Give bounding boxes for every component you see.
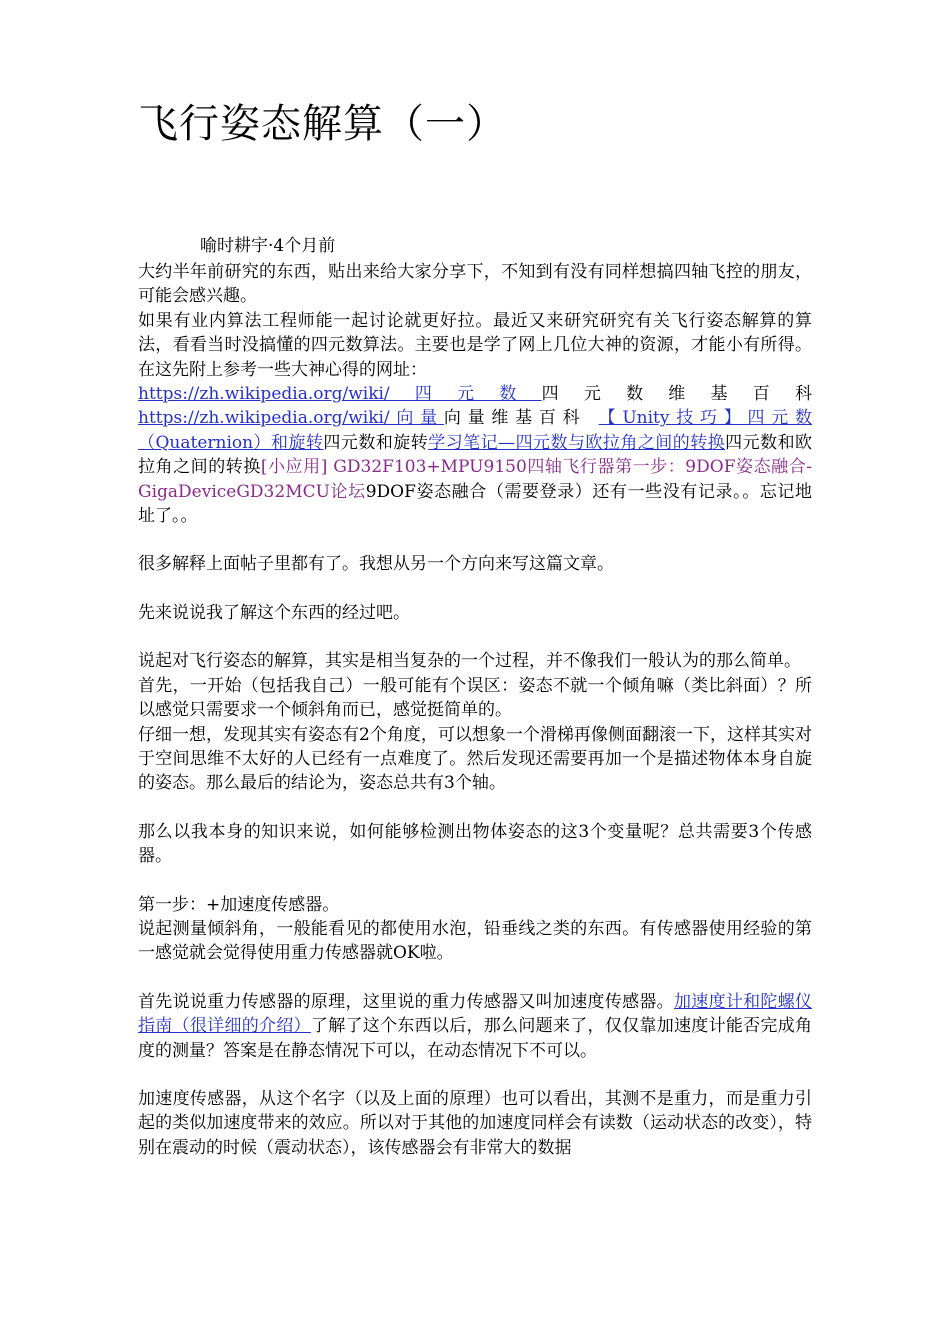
paragraph: 加速度传感器，从这个名字（以及上面的原理）也可以看出，其测不是重力，而是重力引起的类似加速度带来的效应。所以对于其他的加速度同样会有读数（运动状态的改变），特别在震动的时候（震动状态），该传感器会有非常大的数据 [138, 1088, 812, 1158]
author-meta: 喻时耕宇·4个月前 [200, 236, 336, 256]
paragraph: 说起对飞行姿态的解算，其实是相当复杂的一个过程，并不像我们一般认为的那么简单。 [138, 651, 801, 672]
paragraph: 如果有业内算法工程师能一起讨论就更好拉。最近又来研究研究有关飞行姿态解算的算法，看看当时没搞懂的四元数算法。主要也是学了网上几位大神的资源，才能小有所得。在这先附上参考一些大神心得的网址： [138, 310, 812, 380]
ref-desc: 四元数和旋转 [323, 432, 429, 453]
ref-desc: 四元数和欧拉角之间的转换 [138, 432, 813, 478]
ref-desc: 向量维基百科 [443, 408, 587, 429]
article-body [138, 260, 812, 1160]
paragraph [138, 990, 812, 1063]
paragraph: 大约半年前研究的东西，贴出来给大家分享下，不知到有没有同样想搞四轴飞控的朋友，可能会感兴趣。 [138, 262, 812, 307]
page-title: 飞行姿态解算（一） [138, 101, 507, 147]
link-accelerometer-gyro-guide[interactable]: 加速度计和陀螺仪指南（很详细的介绍） [138, 991, 813, 1037]
ref-link-gd32-forum[interactable]: [小应用] GD32F103+MPU9150四轴飞行器第一步：9DOF姿态融合-GigaDeviceGD32MCU论坛 [138, 457, 812, 502]
paragraph-text: 了解了这个东西以后，那么问题来了，仅仅靠加速度计能否完成角度的测量？答案是在静态情况下可以，在动态情况下不可以。 [138, 1016, 813, 1061]
ref-desc: 9DOF姿态融合（需要登录）还有一些没有记录。。忘记地址了。。 [138, 481, 812, 527]
paragraph: 首先，一开始（包括我自己）一般可能有个误区：姿态不就一个倾角嘛（类比斜面）？所以感觉只需要求一个倾斜角而已，感觉挺简单的。 [138, 675, 812, 721]
paragraph: 先来说说我了解这个东西的经过吧。 [138, 602, 410, 623]
section-heading: 第一步：+加速度传感器。 [138, 894, 340, 915]
paragraph-text: 首先说说重力传感器的原理，这里说的重力传感器又叫加速度传感器。 [138, 991, 674, 1012]
paragraph: 说起测量倾斜角，一般能看见的都使用水泡，铅垂线之类的东西。有传感器使用经验的第一感觉就会觉得使用重力传感器就OK啦。 [138, 918, 812, 964]
ref-desc: 四元数维基百科 [541, 384, 813, 405]
ref-link-quaternion-wiki[interactable]: https://zh.wikipedia.org/wiki/四元数 [138, 384, 542, 405]
ref-link-euler-notes[interactable]: 学习笔记—四元数与欧拉角之间的转换 [428, 432, 726, 453]
references [138, 382, 812, 528]
paragraph: 那么以我本身的知识来说，如何能够检测出物体姿态的这3个变量呢？总共需要3个传感器。 [138, 821, 812, 867]
ref-link-unity-quaternion[interactable]: 【Unity技巧】四元数（Quaternion）和旋转 [138, 408, 812, 453]
ref-link-vector-wiki[interactable]: https://zh.wikipedia.org/wiki/向量 [138, 408, 444, 429]
paragraph: 仔细一想，发现其实有姿态有2个角度，可以想象一个滑梯再像侧面翻滚一下，这样其实对于空间思维不太好的人已经有一点难度了。然后发现还需要再加一个是描述物体本身自旋的姿态。那么最后的结论为，姿态总共有3个轴。 [138, 724, 812, 794]
paragraph: 很多解释上面帖子里都有了。我想从另一个方向来写这篇文章。 [138, 554, 614, 575]
